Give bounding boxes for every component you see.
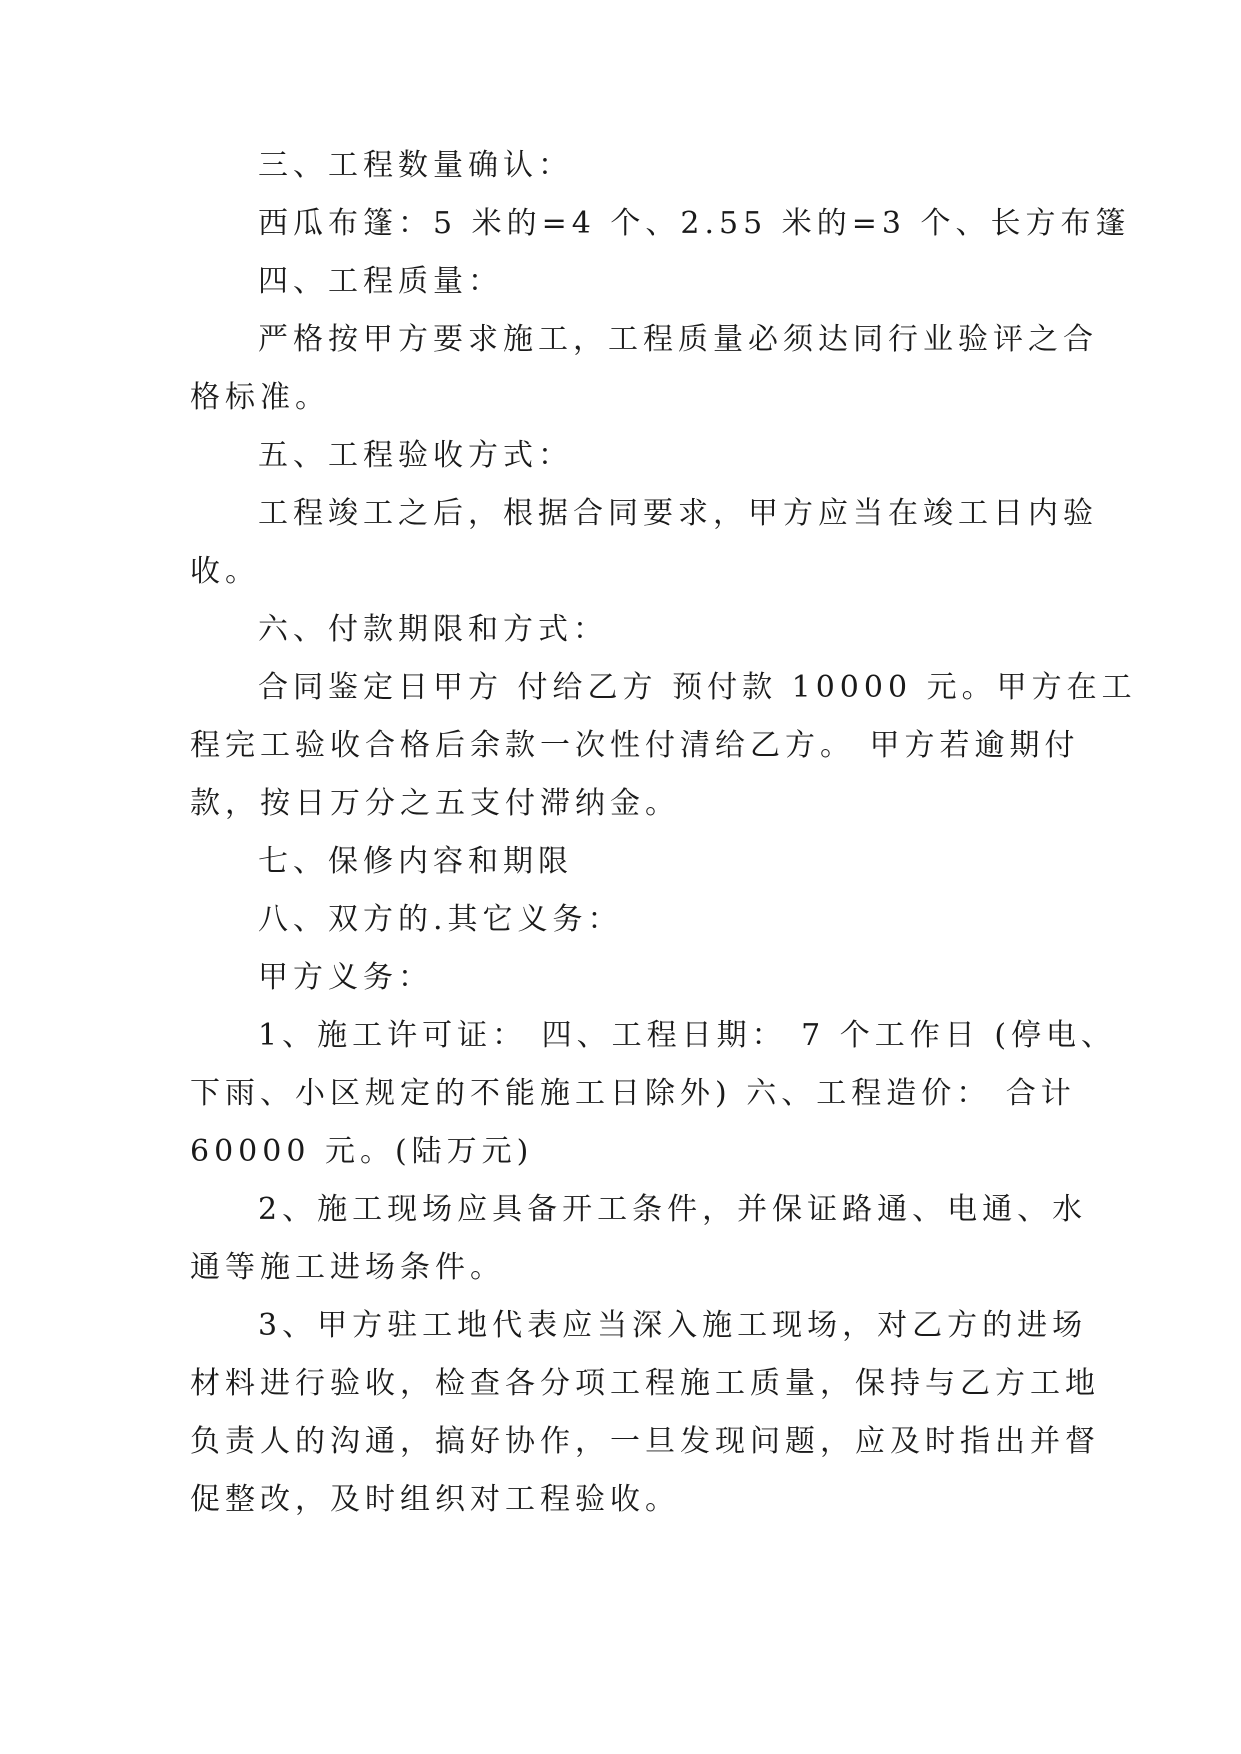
paragraph-line: 款，按日万分之五支付滞纳金。 <box>190 786 680 821</box>
section-heading-warranty: 七、保修内容和期限 <box>258 844 573 879</box>
paragraph-line: 严格按甲方要求施工，工程质量必须达同行业验评之合 <box>258 322 1098 357</box>
paragraph-line: 3、甲方驻工地代表应当深入施工现场，对乙方的进场 <box>258 1308 1088 1343</box>
paragraph-line: 西瓜布篷：5 米的=4 个、2.55 米的=3 个、长方布篷 <box>258 206 1131 241</box>
subheading-party-a: 甲方义务： <box>258 960 433 995</box>
paragraph-line: 工程竣工之后，根据合同要求，甲方应当在竣工日内验 <box>258 496 1098 531</box>
section-heading-payment: 六、付款期限和方式： <box>258 612 608 647</box>
section-heading-obligations: 八、双方的.其它义务： <box>258 902 623 937</box>
paragraph-line: 格标准。 <box>190 380 330 415</box>
paragraph-line: 2、施工现场应具备开工条件，并保证路通、电通、水 <box>258 1192 1088 1227</box>
paragraph-line: 通等施工进场条件。 <box>190 1250 505 1285</box>
paragraph-line: 收。 <box>190 554 260 589</box>
paragraph-line: 1、施工许可证： 四、工程日期： 7 个工作日 (停电、 <box>258 1018 1117 1053</box>
paragraph-line: 60000 元。(陆万元) <box>190 1134 534 1169</box>
paragraph-line: 促整改，及时组织对工程验收。 <box>190 1482 680 1517</box>
section-heading-quality: 四、工程质量： <box>258 264 503 299</box>
section-heading-acceptance: 五、工程验收方式： <box>258 438 573 473</box>
paragraph-line: 下雨、小区规定的不能施工日除外) 六、工程造价： 合计 <box>190 1076 1076 1111</box>
paragraph-line: 负责人的沟通，搞好协作，一旦发现问题，应及时指出并督 <box>190 1424 1100 1459</box>
section-heading-quantity: 三、工程数量确认： <box>258 148 573 183</box>
paragraph-line: 程完工验收合格后余款一次性付清给乙方。 甲方若逾期付 <box>190 728 1080 763</box>
paragraph-line: 材料进行验收，检查各分项工程施工质量，保持与乙方工地 <box>190 1366 1100 1401</box>
paragraph-line: 合同鉴定日甲方 付给乙方 预付款 10000 元。甲方在工 <box>258 670 1137 705</box>
